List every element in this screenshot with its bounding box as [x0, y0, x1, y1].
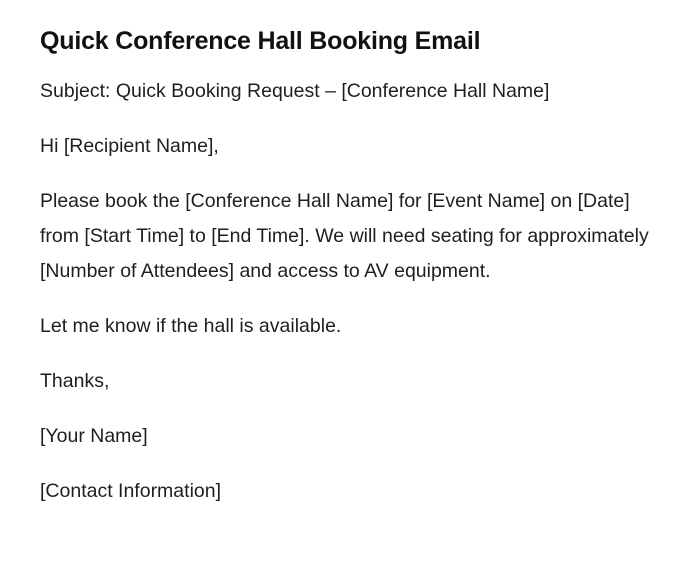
- subject-line: Subject: Quick Booking Request – [Conference Hall Name]: [40, 80, 550, 102]
- document-title: Quick Conference Hall Booking Email: [40, 27, 481, 55]
- closing-line: Thanks,: [40, 370, 110, 392]
- sender-name: [Your Name]: [40, 425, 148, 447]
- greeting-line: Hi [Recipient Name],: [40, 135, 219, 157]
- availability-line: Let me know if the hall is available.: [40, 315, 342, 337]
- contact-information: [Contact Information]: [40, 480, 222, 502]
- body-paragraph: Please book the [Conference Hall Name] for [Event Name] on [Date] from [Start Time] to [End Time]. We will need seating for approximately [Number of Attendees] and access to AV equipment.: [40, 190, 649, 282]
- email-template-document: [40, 22, 650, 529]
